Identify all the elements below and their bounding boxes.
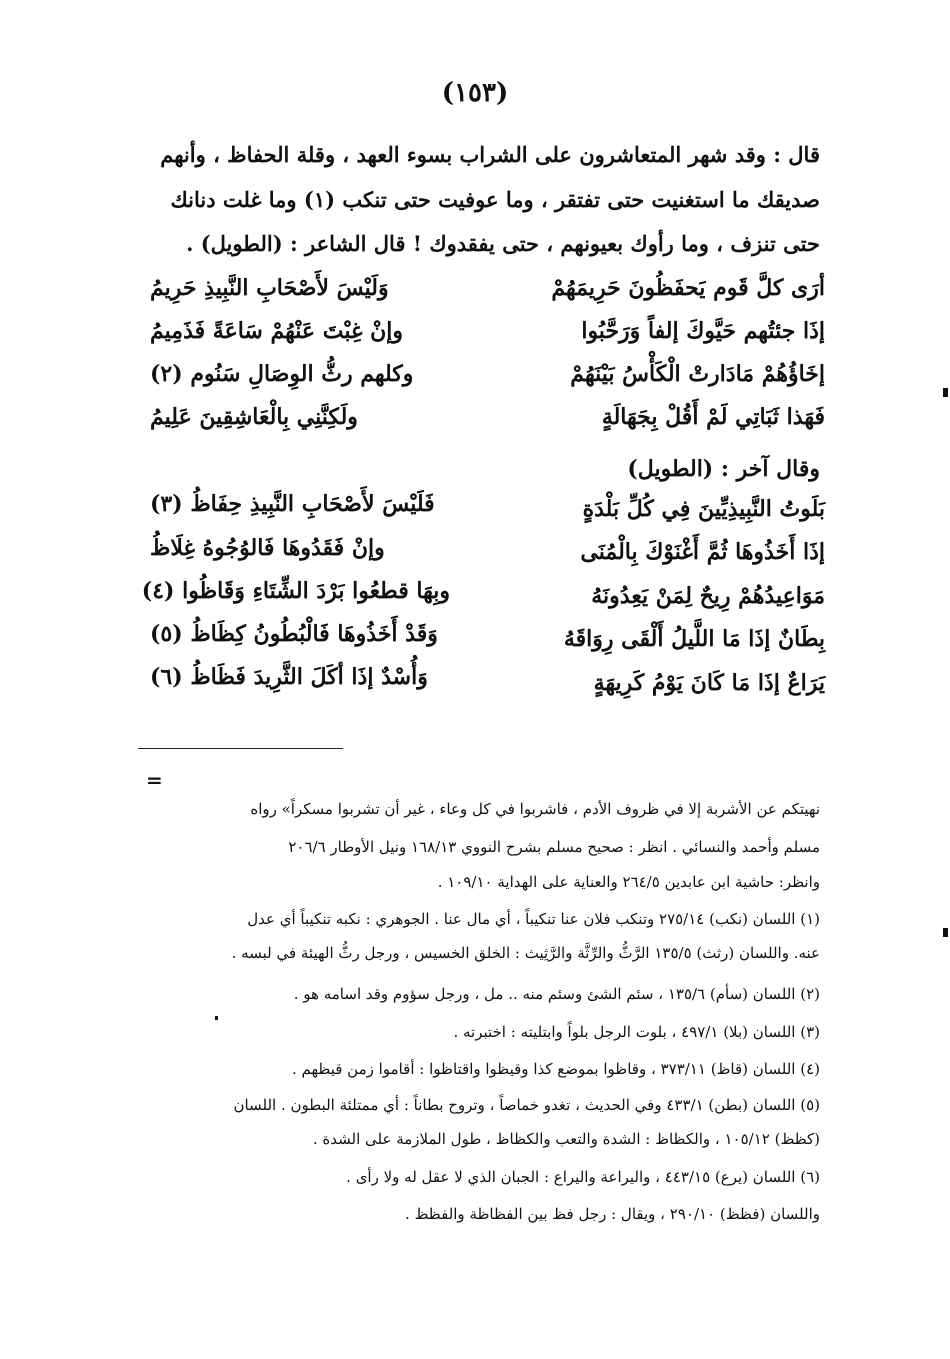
footnote-line: وانظر: حاشية ابن عابدين ٢٦٤/٥ والعناية على الهداية ١٠٩/١٠ . bbox=[437, 873, 820, 891]
footnote-line: (١) اللسان (نكب) ٢٧٥/١٤ وتنكب فلان عنا تنكيباً ، أي مال عنا . الجوهري : نكبه تنكيباً أي عدل bbox=[247, 910, 820, 928]
footnote-line: (٦) اللسان (يرع) ٤٤٣/١٥ ، واليراعة واليراع : الجبان الذي لا عقل له ولا رأى . bbox=[346, 1168, 820, 1186]
scan-margin-mark bbox=[943, 928, 948, 937]
footnote-line: عنه. واللسان (رثث) ١٣٥/٥ الرَّثُّ والرِّثَّة والرَّثِيث : الخلق الخسيس ، ورجل رثُّ الهيئة في لبسه . bbox=[231, 944, 820, 962]
prose-line-3: حتى تنزف ، وما رأوك بعيونهم ، حتى يفقدوك ! قال الشاعر : (الطويل) . bbox=[186, 231, 820, 256]
footnote-continuation-mark: = bbox=[146, 768, 163, 792]
footnote-line: واللسان (فظظ) ٢٩٠/١٠ ، ويقال : رجل فظ بين الفظاظة والفظظ . bbox=[405, 1205, 820, 1223]
poem2-hemistich-left: فَلَيْسَ لأَصْحَابِ النَّبِيذِ حِفَاظُ (٣) bbox=[150, 491, 435, 517]
poem1-hemistich-left: وَلَيْسَ لأَصْحَابِ النَّبِيذِ حَرِيمُ bbox=[150, 275, 389, 301]
poem2-intro: وقال آخر : (الطويل) bbox=[627, 456, 820, 482]
poem1-hemistich-right: أرَى كلَّ قَوم يَحفَظُونَ حَرِيمَهُمْ bbox=[551, 275, 825, 301]
page-number: (١٥٣) bbox=[441, 78, 509, 108]
poem1-hemistich-right: فَهَذا ثَبَاتِي لَمْ أَقُلْ بِجَهَالَةٍ bbox=[601, 404, 825, 430]
poem2-hemistich-left: وبِهَا قطعُوا بَرْدَ الشِّتَاءِ وَقَاظُوا (٤) bbox=[141, 578, 450, 604]
prose-line-1: قال : وقد شهر المتعاشرون على الشراب بسوء العهد ، وقلة الحفاظ ، وأنهم bbox=[160, 142, 820, 167]
scan-speck-mark bbox=[215, 1016, 218, 1020]
poem2-hemistich-right: يَرَاعٌ إذَا مَا كَانَ يَوْمُ كَرِيهَةٍ bbox=[593, 670, 825, 696]
poem2-hemistich-left: وَأُسْدٌ إذَا أكَلَ الثَّرِيدَ فَظَاظُ (٦) bbox=[150, 664, 428, 690]
footnote-line: (كظظ) ١٠٥/١٢ ، والكظاظ : الشدة والتعب والكظاظ ، طول الملازمة على الشدة . bbox=[312, 1130, 820, 1148]
poem2-hemistich-left: وإنْ فَقَدُوهَا فَالوُجُوهُ غِلَاظُ bbox=[150, 535, 385, 561]
footnote-line: (٤) اللسان (قاظ) ٣٧٣/١١ ، وقاظوا بموضع كذا وقيظوا واقتاظوا : أقاموا زمن قيظهم . bbox=[291, 1060, 820, 1078]
footnote-separator bbox=[138, 748, 343, 749]
poem1-hemistich-left: ولَكِنَّنِي بِالْعَاشِقِينَ عَلِيمُ bbox=[150, 404, 358, 430]
poem1-hemistich-left: وإنْ غِبْتَ عَنْهُمْ سَاعَةً فَذَمِيمُ bbox=[150, 318, 404, 344]
poem1-hemistich-right: إخَاؤُهُمْ مَادَارتْ الْكَأْسُ بَيْنَهُمْ bbox=[570, 361, 825, 387]
poem2-hemistich-right: بِطَانٌ إذَا مَا اللَّيلُ أَلْقَى رِوَاقَهُ bbox=[563, 626, 825, 652]
poem1-hemistich-left: وكلهم رثُّ الوِصَالِ سَنُوم (٢) bbox=[150, 361, 414, 387]
footnote-line: (٥) اللسان (بطن) ٤٣٣/١ وفي الحديث ، تغدو خماصاً ، وتروح بطاناً : أي ممتلئة البطون . اللسان bbox=[233, 1096, 820, 1114]
footnote-line: نهيتكم عن الأشربة إلا في ظروف الأدم ، فاشربوا في كل وعاء ، غير أن تشربوا مسكراً» رواه bbox=[250, 800, 820, 818]
poem2-hemistich-right: إذَا أَخَذُوهَا ثُمَّ أَغْنَوْكَ بِالْمُنَى bbox=[580, 539, 825, 565]
poem1-hemistich-right: إذَا جئتُهم حَيَّوكَ إلفاً وَرَحَّبُوا bbox=[581, 318, 825, 344]
prose-line-2: صديقك ما استغنيت حتى تفتقر ، وما عوفيت حتى تنكب (١) وما غلت دنانك bbox=[170, 187, 820, 212]
poem2-hemistich-right: بَلَوتُ النَّبِيذِيِّينَ فِي كُلِّ بَلْدَةٍ bbox=[582, 496, 825, 522]
poem2-hemistich-left: وَقَدْ أَخَذُوهَا فَالْبُطُونُ كِظَاظُ (٥) bbox=[150, 621, 438, 647]
footnote-line: مسلم وأحمد والنسائي . انظر : صحيح مسلم بشرح النووي ١٦٨/١٣ ونيل الأوطار ٢٠٦/٦ bbox=[288, 838, 820, 856]
footnote-line: (٢) اللسان (سأم) ١٣٥/٦ ، سئم الشئ وسئم منه .. مل ، ورجل سؤوم وقد اسامه هو . bbox=[293, 985, 820, 1003]
scan-margin-mark bbox=[943, 388, 948, 397]
poem2-hemistich-right: مَوَاعِيدُهُمْ رِيحٌ لِمَنْ يَعِدُونَهُ bbox=[591, 583, 825, 609]
footnote-line: (٣) اللسان (بلا) ٤٩٧/١ ، بلوت الرجل بلواً وابتليته : اختبرته . bbox=[453, 1023, 820, 1041]
